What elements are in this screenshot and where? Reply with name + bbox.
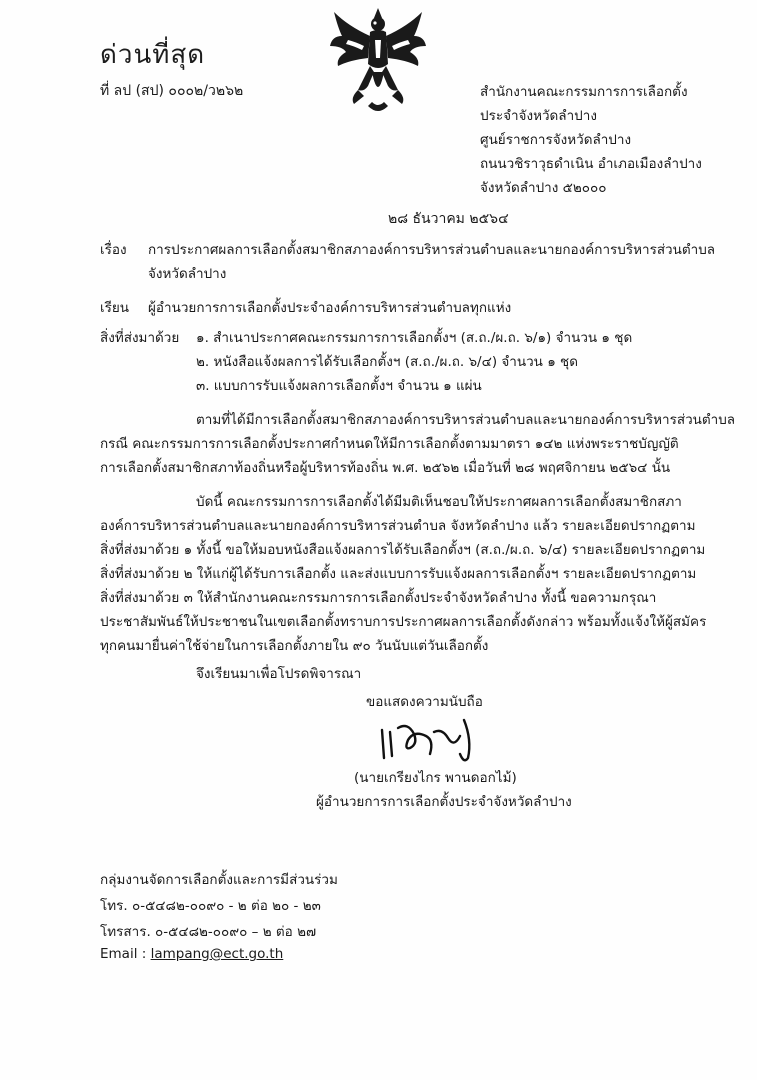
email-link[interactable]: lampang@ect.go.th	[150, 946, 284, 962]
handwritten-signature	[368, 710, 508, 764]
garuda-emblem-icon	[328, 6, 428, 118]
paragraph-line: สิ่งที่ส่งมาด้วย ๒ ให้แก่ผู้ได้รับการเลือกตั้ง และส่งแบบการรับแจ้งผลการเลือกตั้งฯ รายละเอียดปรากฏตาม	[100, 566, 697, 582]
subject-label: เรื่อง	[100, 242, 127, 258]
document-number: ที่ ลป (สป) ๐๐๐๒/ว๒๖๒	[100, 83, 244, 99]
address-line: ศูนย์ราชการจังหวัดลำปาง	[480, 132, 632, 148]
to-recipient: ผู้อำนวยการการเลือกตั้งประจำองค์การบริหารส่วนตำบลทุกแห่ง	[148, 300, 512, 316]
paragraph-line: องค์การบริหารส่วนตำบลและนายกองค์การบริหารส่วนตำบล จังหวัดลำปาง แล้ว รายละเอียดปรากฏตาม	[100, 518, 696, 534]
paragraph-line: สิ่งที่ส่งมาด้วย ๑ ทั้งนี้ ขอให้มอบหนังสือแจ้งผลการได้รับเลือกตั้งฯ (ส.ถ./ผ.ถ. ๖/๔) รายละเอียดปรากฏตาม	[100, 542, 706, 558]
paragraph-line: การเลือกตั้งสมาชิกสภาท้องถิ่นหรือผู้บริหารท้องถิ่น พ.ศ. ๒๕๖๒ เมื่อวันที่ ๒๘ พฤศจิกายน ๒๕๖๔ นั้น	[100, 460, 671, 476]
enclosure-item: ๑. สำเนาประกาศคณะกรรมการการเลือกตั้งฯ (ส.ถ./ผ.ถ. ๖/๑) จำนวน ๑ ชุด	[196, 330, 633, 346]
footer-department: กลุ่มงานจัดการเลือกตั้งและการมีส่วนร่วม	[100, 872, 338, 888]
paragraph-line: ประชาสัมพันธ์ให้ประชาชนในเขตเลือกตั้งทราบการประกาศผลการเลือกตั้งดังกล่าว พร้อมทั้งแจ้งให้ผู้สมัคร	[100, 614, 707, 630]
footer-phone: โทร. ๐-๕๔๘๒-๐๐๙๐ - ๒ ต่อ ๒๐ - ๒๓	[100, 898, 321, 914]
paragraph-line: ทุกคนมายื่นค่าใช้จ่ายในการเลือกตั้งภายใน ๙๐ วันนับแต่วันเลือกตั้ง	[100, 638, 489, 654]
subject-line: จังหวัดลำปาง	[148, 266, 227, 282]
paragraph-line: กรณี คณะกรรมการการเลือกตั้งประกาศกำหนดให้มีการเลือกตั้งตามมาตรา ๑๔๒ แห่งพระราชบัญญัติ	[100, 436, 679, 452]
signer-position: ผู้อำนวยการการเลือกตั้งประจำจังหวัดลำปาง	[316, 794, 572, 810]
respect-line: ขอแสดงความนับถือ	[366, 694, 483, 710]
address-line: ประจำจังหวัดลำปาง	[480, 108, 597, 124]
paragraph-line: ตามที่ได้มีการเลือกตั้งสมาชิกสภาองค์การบริหารส่วนตำบลและนายกองค์การบริหารส่วนตำบล	[196, 412, 736, 428]
enclosure-item: ๒. หนังสือแจ้งผลการได้รับเลือกตั้งฯ (ส.ถ./ผ.ถ. ๖/๔) จำนวน ๑ ชุด	[196, 354, 578, 370]
urgency-stamp: ด่วนที่สุด	[100, 40, 206, 70]
email-label: Email :	[100, 946, 151, 962]
footer-fax: โทรสาร. ๐-๕๔๘๒-๐๐๙๐ – ๒ ต่อ ๒๗	[100, 924, 317, 940]
sender-address	[480, 80, 702, 200]
to-label: เรียน	[100, 300, 130, 316]
address-line: ถนนวชิราวุธดำเนิน อำเภอเมืองลำปาง	[480, 156, 702, 172]
enclosure-item: ๓. แบบการรับแจ้งผลการเลือกตั้งฯ จำนวน ๑ แผ่น	[196, 378, 482, 394]
subject-line: การประกาศผลการเลือกตั้งสมาชิกสภาองค์การบริหารส่วนตำบลและนายกองค์การบริหารส่วนตำบล	[148, 242, 716, 258]
footer-email-row	[100, 946, 283, 962]
enclosures-label: สิ่งที่ส่งมาด้วย	[100, 330, 180, 346]
paragraph-line: บัดนี้ คณะกรรมการการเลือกตั้งได้มีมติเห็นชอบให้ประกาศผลการเลือกตั้งสมาชิกสภา	[196, 494, 682, 510]
paragraph-line: สิ่งที่ส่งมาด้วย ๓ ให้สำนักงานคณะกรรมการการเลือกตั้งประจำจังหวัดลำปาง ทั้งนี้ ขอความกรุณา	[100, 590, 657, 606]
signer-name: (นายเกรียงไกร พานดอกไม้)	[354, 770, 517, 786]
letter-date: ๒๘ ธันวาคม ๒๕๖๔	[388, 211, 509, 227]
closing-line: จึงเรียนมาเพื่อโปรดพิจารณา	[196, 666, 362, 682]
address-line: สำนักงานคณะกรรมการการเลือกตั้ง	[480, 84, 688, 100]
address-line: จังหวัดลำปาง ๕๒๐๐๐	[480, 180, 607, 196]
